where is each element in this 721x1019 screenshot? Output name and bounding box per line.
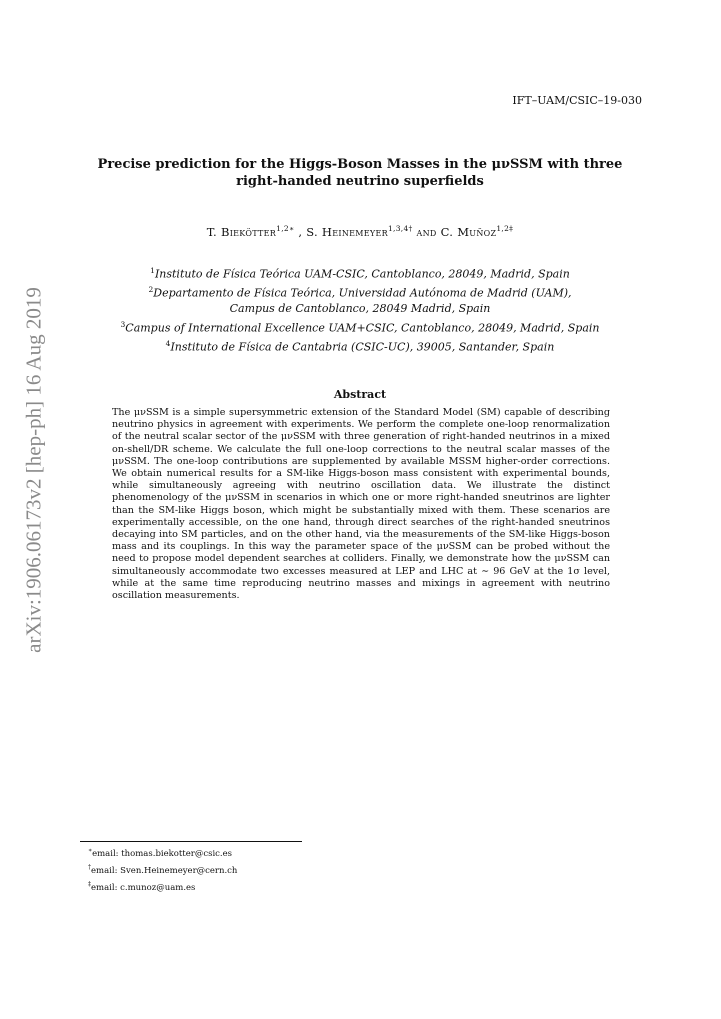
- footnote-rule: [80, 841, 302, 842]
- title-line-2: right-handed neutrino superfields: [236, 174, 484, 189]
- footnote-3-mark: ‡: [88, 880, 91, 888]
- author-3: and C. Muñoz: [412, 224, 497, 239]
- title-line-1: Precise prediction for the Higgs-Boson Masses in the μνSSM with three: [97, 157, 623, 172]
- footnote-3: [88, 878, 237, 895]
- footnote-1-mark: ∗: [88, 847, 93, 854]
- affiliation-3-mark: 3: [120, 319, 126, 329]
- author-1: T. Biekötter: [206, 224, 277, 239]
- footnotes: [88, 844, 237, 894]
- affiliation-1-mark: 1: [150, 266, 155, 275]
- affiliation-4-text: Instituto de Física de Cantabria (CSIC-UC), 39005, Santander, Spain: [170, 340, 555, 354]
- affiliations: [80, 263, 640, 355]
- report-number: IFT–UAM/CSIC–19-030: [512, 94, 642, 107]
- paper-title: [80, 156, 640, 190]
- author-3-affil: 1,2‡: [496, 224, 514, 233]
- author-2-affil: 1,3,4†: [387, 224, 413, 233]
- affiliation-1: [80, 263, 640, 282]
- abstract-heading: Abstract: [333, 388, 387, 401]
- affiliation-2-text: Departamento de Física Teórica, Universidad Autónoma de Madrid (UAM),: [153, 286, 572, 300]
- affiliation-3-text: Campus of International Excellence UAM+CSIC, Cantoblanco, 28049, Madrid, Spain: [125, 321, 600, 335]
- affiliation-4: [80, 336, 640, 355]
- affiliation-1-text: Instituto de Física Teórica UAM-CSIC, Cantoblanco, 28049, Madrid, Spain: [154, 267, 570, 281]
- arxiv-stamp: arXiv:1906.06173v2 [hep-ph] 16 Aug 2019: [21, 287, 46, 653]
- footnote-2-mark: †: [88, 863, 91, 871]
- author-list: [80, 224, 640, 239]
- footnote-1-text: email: thomas.biekotter@csic.es: [92, 848, 233, 859]
- affiliation-2-cont: [80, 301, 640, 317]
- footnote-3-text: email: c.munoz@uam.es: [91, 882, 196, 893]
- footnote-2: [88, 861, 237, 878]
- affiliation-3: [80, 317, 640, 336]
- affiliation-2-cont-text: Campus de Cantoblanco, 28049 Madrid, Spain: [229, 302, 491, 316]
- author-1-affil: 1,2∗: [276, 224, 295, 233]
- affiliation-2: [80, 282, 640, 301]
- footnote-2-text: email: Sven.Heinemeyer@cern.ch: [91, 865, 238, 876]
- abstract-body: The μνSSM is a simple supersymmetric extension of the Standard Model (SM) capable of describing neutrino physics in agreement with experiments. We perform the complete one-loop renormalization of the neutral scalar sector of the μνSSM with three generation of right-handed neutrinos in a mixed on-shell/DR scheme. We calculate the full one-loop corrections to the neutral scalar masses of the μνSSM. The one-loop contributions are supplemented by available MSSM higher-order corrections. We obtain numerical results for a SM-like Higgs-boson mass consistent with experimental bounds, while simultaneously agreeing with neutrino oscillation data. We illustrate the distinct phenomenology of the μνSSM in scenarios in which one or more right-handed sneutrinos are lighter than the SM-like Higgs boson, which might be substantially mixed with them. These scenarios are experimentally accessible, on the one hand, through direct searches of the right-handed sneutrinos decaying into SM particles, and on the other hand, via the measurements of the SM-like Higgs-boson mass and its couplings. In this way the parameter space of the μνSSM can be probed without the need to propose model dependent searches at colliders. Finally, we demonstrate how the μνSSM can simultaneously accommodate two excesses measured at LEP and LHC at ∼ 96 GeV at the 1σ level, while at the same time reproducing neutrino masses and mixings in agreement with neutrino oscillation measurements.: [112, 407, 610, 602]
- author-2: , S. Heinemeyer: [294, 224, 388, 239]
- affiliation-4-mark: 4: [165, 338, 171, 348]
- footnote-1: [88, 844, 237, 861]
- affiliation-2-mark: 2: [148, 285, 154, 295]
